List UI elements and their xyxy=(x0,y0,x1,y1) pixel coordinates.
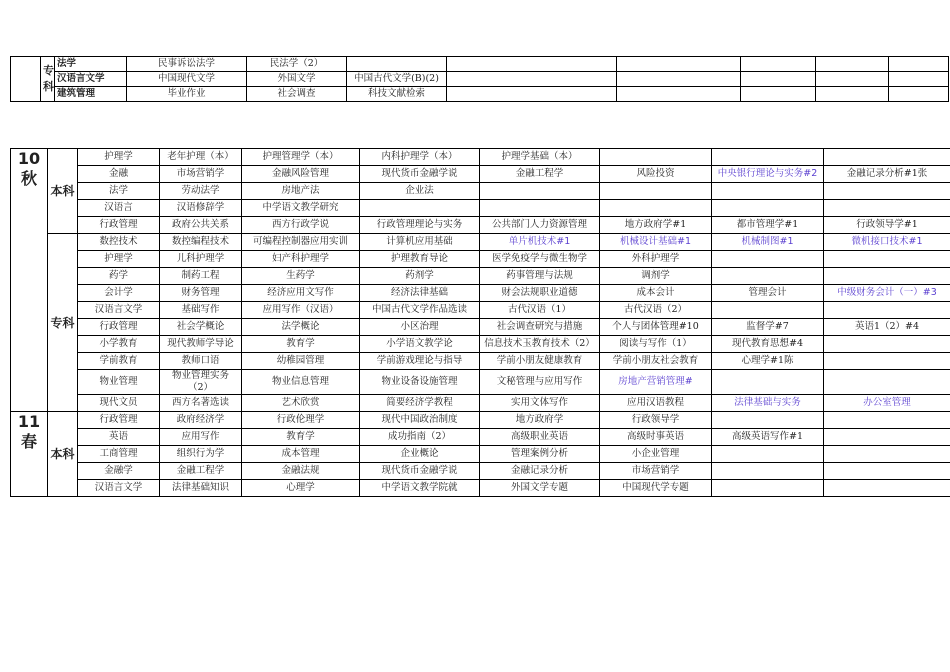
course-cell: 艺术欣赏 xyxy=(242,395,360,412)
course-cell: 药事管理与法规 xyxy=(480,268,600,285)
schedule-row xyxy=(11,336,950,353)
course-cell xyxy=(712,251,824,268)
course-cell: 中学语文教学研究 xyxy=(242,200,360,217)
course-cell: 风险投资 xyxy=(600,166,712,183)
course-cell: 社会学概论 xyxy=(160,319,242,336)
course-cell: 物业设备设施管理 xyxy=(360,370,480,395)
course-cell: 现代货币金融学说 xyxy=(360,166,480,183)
course-cell: 社会调查 xyxy=(247,87,347,102)
course-cell: 应用写作（汉语） xyxy=(242,302,360,319)
course-cell: 高级时事英语 xyxy=(600,429,712,446)
course-cell: 外国文学 xyxy=(247,72,347,87)
schedule-row xyxy=(11,251,950,268)
course-cell: 外科护理学 xyxy=(600,251,712,268)
course-cell xyxy=(824,268,950,285)
course-cell: 微机接口技术#1 xyxy=(824,234,950,251)
course-cell: 现代教育思想#4 xyxy=(712,336,824,353)
schedule-row xyxy=(11,268,950,285)
course-cell: 法律基础知识 xyxy=(160,480,242,497)
schedule-row xyxy=(11,353,950,370)
course-cell xyxy=(480,183,600,200)
course-cell: 企业法 xyxy=(360,183,480,200)
course-cell xyxy=(824,429,950,446)
schedule-row xyxy=(11,285,950,302)
course-cell xyxy=(712,200,824,217)
course-cell: 中级财务会计（一）#3 xyxy=(824,285,950,302)
course-cell: 高级职业英语 xyxy=(480,429,600,446)
course-cell: 生药学 xyxy=(242,268,360,285)
course-cell: 药剂学 xyxy=(360,268,480,285)
course-cell: 医学免疫学与微生物学 xyxy=(480,251,600,268)
course-cell: 都市管理学#1 xyxy=(712,217,824,234)
course-cell xyxy=(347,57,447,72)
course-cell: 小学语文教学论 xyxy=(360,336,480,353)
semester-label: 11春 xyxy=(11,412,48,497)
course-cell: 计算机应用基础 xyxy=(360,234,480,251)
major-cell: 建筑管理 xyxy=(55,87,127,102)
level-label: 专科 xyxy=(41,57,55,102)
major-cell: 现代文员 xyxy=(78,395,160,412)
major-cell: 金融学 xyxy=(78,463,160,480)
course-cell: 地方政府学#1 xyxy=(600,217,712,234)
schedule-row xyxy=(11,302,950,319)
major-cell: 物业管理 xyxy=(78,370,160,395)
course-cell xyxy=(712,183,824,200)
course-cell: 现代货币金融学说 xyxy=(360,463,480,480)
course-cell: 实用文体写作 xyxy=(480,395,600,412)
course-cell: 成功指南（2） xyxy=(360,429,480,446)
course-cell: 房地产法 xyxy=(242,183,360,200)
major-cell: 护理学 xyxy=(78,149,160,166)
course-cell: 西方名著选读 xyxy=(160,395,242,412)
schedule-row xyxy=(11,319,950,336)
major-cell: 行政管理 xyxy=(78,412,160,429)
major-cell: 工商管理 xyxy=(78,446,160,463)
course-cell xyxy=(712,302,824,319)
course-cell: 经济应用文写作 xyxy=(242,285,360,302)
course-cell: 行政管理理论与实务 xyxy=(360,217,480,234)
course-cell: 毕业作业 xyxy=(127,87,247,102)
schedule-table xyxy=(10,148,950,497)
course-cell: 金融记录分析 xyxy=(480,463,600,480)
course-cell: 民事诉讼法学 xyxy=(127,57,247,72)
course-cell: 幼稚园管理 xyxy=(242,353,360,370)
course-cell: 英语1（2）#4 xyxy=(824,319,950,336)
course-cell: 公共部门人力资源管理 xyxy=(480,217,600,234)
course-cell: 护理教育导论 xyxy=(360,251,480,268)
course-cell: 教师口语 xyxy=(160,353,242,370)
course-cell: 金融记录分析#1张 xyxy=(824,166,950,183)
major-cell: 学前教育 xyxy=(78,353,160,370)
course-cell: 行政伦理学 xyxy=(242,412,360,429)
course-cell: 护理学基础（本） xyxy=(480,149,600,166)
course-cell: 机械制图#1 xyxy=(712,234,824,251)
course-cell: 金融法规 xyxy=(242,463,360,480)
level-label: 本科 xyxy=(48,149,78,234)
major-cell: 汉语言文学 xyxy=(78,480,160,497)
course-cell xyxy=(600,149,712,166)
course-cell: 教育学 xyxy=(242,429,360,446)
course-cell: 中国古代文学作品选读 xyxy=(360,302,480,319)
major-cell: 法学 xyxy=(55,57,127,72)
schedule-row xyxy=(11,412,950,429)
course-cell: 市场营销学 xyxy=(160,166,242,183)
course-cell xyxy=(712,480,824,497)
schedule-row xyxy=(11,217,950,234)
course-cell: 数控编程技术 xyxy=(160,234,242,251)
course-cell: 行政领导学 xyxy=(600,412,712,429)
course-cell xyxy=(824,370,950,395)
course-cell: 妇产科护理学 xyxy=(242,251,360,268)
blank-cell xyxy=(11,57,41,102)
schedule-row xyxy=(11,480,950,497)
course-cell: 法律基础与实务 xyxy=(712,395,824,412)
course-cell: 信息技术玉教育技术（2） xyxy=(480,336,600,353)
course-cell: 行政领导学#1 xyxy=(824,217,950,234)
schedule-row xyxy=(11,370,950,395)
major-cell: 金融 xyxy=(78,166,160,183)
schedule-row xyxy=(11,166,950,183)
schedule-row xyxy=(11,183,950,200)
course-cell: 中央银行理论与实务#2 xyxy=(712,166,824,183)
course-cell: 财务管理 xyxy=(160,285,242,302)
course-cell: 心理学#1陈 xyxy=(712,353,824,370)
course-cell xyxy=(824,336,950,353)
major-cell: 行政管理 xyxy=(78,217,160,234)
schedule-row xyxy=(11,395,950,412)
level-label: 专科 xyxy=(48,234,78,412)
course-cell: 调剂学 xyxy=(600,268,712,285)
course-cell: 护理管理学（本） xyxy=(242,149,360,166)
course-cell: 简要经济学教程 xyxy=(360,395,480,412)
course-cell: 政府公共关系 xyxy=(160,217,242,234)
semester-label: 10秋 xyxy=(11,149,48,412)
course-cell: 古代汉语（1） xyxy=(480,302,600,319)
course-cell: 西方行政学说 xyxy=(242,217,360,234)
course-cell xyxy=(824,353,950,370)
course-cell xyxy=(712,149,824,166)
course-cell xyxy=(712,412,824,429)
course-cell: 小区治理 xyxy=(360,319,480,336)
course-cell xyxy=(824,149,950,166)
course-cell: 物业信息管理 xyxy=(242,370,360,395)
course-cell xyxy=(824,463,950,480)
major-cell: 法学 xyxy=(78,183,160,200)
course-cell: 法学概论 xyxy=(242,319,360,336)
course-cell: 管理会计 xyxy=(712,285,824,302)
course-cell: 市场营销学 xyxy=(600,463,712,480)
schedule-row xyxy=(11,463,950,480)
course-cell xyxy=(712,446,824,463)
course-cell: 外国文学专题 xyxy=(480,480,600,497)
course-cell: 财会法规职业道德 xyxy=(480,285,600,302)
course-cell: 文秘管理与应用写作 xyxy=(480,370,600,395)
course-cell: 学前小朋友健康教育 xyxy=(480,353,600,370)
major-cell: 会计学 xyxy=(78,285,160,302)
course-cell: 中国古代文学(B)(2) xyxy=(347,72,447,87)
course-cell xyxy=(824,480,950,497)
course-cell xyxy=(824,251,950,268)
course-cell: 金融工程学 xyxy=(480,166,600,183)
course-cell: 地方政府学 xyxy=(480,412,600,429)
course-cell: 中国现代文学 xyxy=(127,72,247,87)
major-cell: 英语 xyxy=(78,429,160,446)
course-cell: 劳动法学 xyxy=(160,183,242,200)
course-cell: 应用写作 xyxy=(160,429,242,446)
course-cell: 政府经济学 xyxy=(160,412,242,429)
major-cell: 护理学 xyxy=(78,251,160,268)
schedule-row xyxy=(11,149,950,166)
course-cell: 可编程控制器应用实训 xyxy=(242,234,360,251)
course-cell: 企业概论 xyxy=(360,446,480,463)
major-cell: 小学教育 xyxy=(78,336,160,353)
schedule-row xyxy=(11,200,950,217)
course-cell: 物业管理实务（2） xyxy=(160,370,242,395)
major-cell: 汉语言文学 xyxy=(55,72,127,87)
course-cell: 金融工程学 xyxy=(160,463,242,480)
course-cell xyxy=(480,200,600,217)
course-cell: 汉语修辞学 xyxy=(160,200,242,217)
course-cell: 成本会计 xyxy=(600,285,712,302)
top-course-table xyxy=(10,56,949,102)
course-cell: 教育学 xyxy=(242,336,360,353)
course-cell: 中国现代学专题 xyxy=(600,480,712,497)
course-cell xyxy=(712,463,824,480)
course-cell xyxy=(600,200,712,217)
course-cell: 阅读与写作（1） xyxy=(600,336,712,353)
major-cell: 行政管理 xyxy=(78,319,160,336)
course-cell: 基础写作 xyxy=(160,302,242,319)
course-cell: 中学语文教学院就 xyxy=(360,480,480,497)
course-cell: 高级英语写作#1 xyxy=(712,429,824,446)
schedule-row xyxy=(11,429,950,446)
schedule-row xyxy=(11,234,950,251)
major-cell: 药学 xyxy=(78,268,160,285)
course-cell xyxy=(600,183,712,200)
course-cell xyxy=(712,268,824,285)
course-cell: 成本管理 xyxy=(242,446,360,463)
course-cell: 个人与团体管理#10 xyxy=(600,319,712,336)
major-cell: 汉语言 xyxy=(78,200,160,217)
course-cell xyxy=(360,200,480,217)
course-cell: 组织行为学 xyxy=(160,446,242,463)
course-cell: 金融风险管理 xyxy=(242,166,360,183)
course-cell: 心理学 xyxy=(242,480,360,497)
course-cell: 管理案例分析 xyxy=(480,446,600,463)
course-cell: 办公室管理 xyxy=(824,395,950,412)
course-cell: 经济法律基础 xyxy=(360,285,480,302)
course-cell: 监督学#7 xyxy=(712,319,824,336)
course-cell: 现代中国政治制度 xyxy=(360,412,480,429)
course-cell: 民法学（2） xyxy=(247,57,347,72)
level-label: 本科 xyxy=(48,412,78,497)
schedule-row xyxy=(11,446,950,463)
course-cell: 小企业管理 xyxy=(600,446,712,463)
course-cell: 学前小朋友社会教育 xyxy=(600,353,712,370)
course-cell: 内科护理学（本） xyxy=(360,149,480,166)
course-cell xyxy=(824,183,950,200)
course-cell: 制药工程 xyxy=(160,268,242,285)
course-cell: 社会调查研究与措施 xyxy=(480,319,600,336)
course-cell: 现代教师学导论 xyxy=(160,336,242,353)
course-cell: 老年护理（本） xyxy=(160,149,242,166)
course-cell xyxy=(824,446,950,463)
course-cell: 儿科护理学 xyxy=(160,251,242,268)
course-cell: 科技文献检索 xyxy=(347,87,447,102)
course-cell: 机械设计基础#1 xyxy=(600,234,712,251)
course-cell: 单片机技术#1 xyxy=(480,234,600,251)
course-cell: 学前游戏理论与指导 xyxy=(360,353,480,370)
course-cell: 应用汉语教程 xyxy=(600,395,712,412)
major-cell: 汉语言文学 xyxy=(78,302,160,319)
course-cell xyxy=(824,200,950,217)
course-cell xyxy=(824,302,950,319)
course-cell: 古代汉语（2） xyxy=(600,302,712,319)
course-cell xyxy=(824,412,950,429)
course-cell: 房地产营销管理# xyxy=(600,370,712,395)
course-cell xyxy=(712,370,824,395)
major-cell: 数控技术 xyxy=(78,234,160,251)
